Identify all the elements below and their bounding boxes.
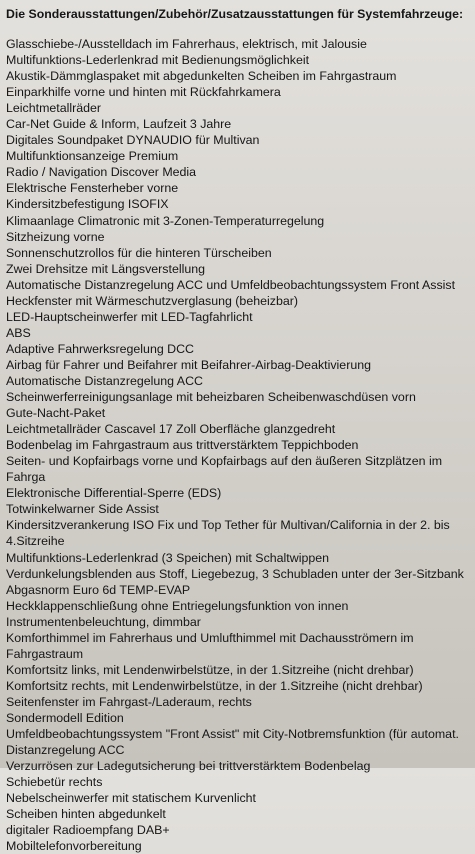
equipment-line: Kindersitzverankerung ISO Fix und Top Tether für Multivan/California in der 2. bis (6, 518, 450, 533)
equipment-line: Fahrga (6, 470, 46, 485)
equipment-line: Glasschiebe-/Ausstelldach im Fahrerhaus, elektrisch, mit Jalousie (6, 37, 367, 51)
equipment-line: Adaptive Fahrwerksregelung DCC (6, 341, 195, 356)
equipment-line: Akustik-Dämmglaspaket mit abgedunkelten Scheiben im Fahrgastraum (6, 69, 397, 84)
equipment-line: Seiten- und Kopfairbags vorne und Kopfairbags auf den äußeren Sitzplätzen im (6, 454, 443, 469)
equipment-line: Sondermodell Edition (6, 710, 124, 725)
equipment-line: Einparkhilfe vorne und hinten mit Rückfahrkamera (6, 85, 281, 100)
equipment-line: Seitenfenster im Fahrgast-/Laderaum, rechts (6, 694, 252, 709)
equipment-line: Multifunktionsanzeige Premium (6, 149, 179, 164)
equipment-line: Scheinwerferreinigungsanlage mit beheizbaren Scheibenwaschdüsen vorn (6, 390, 416, 405)
equipment-line: Verdunkelungsblenden aus Stoff, Liegebezug, 3 Schubladen unter der 3er-Sitzbank (6, 566, 464, 581)
equipment-line: Mobiltelefonvorbereitung (6, 839, 142, 854)
equipment-line: Gute-Nacht-Paket (6, 406, 106, 421)
equipment-line: Car-Net Guide & Inform, Laufzeit 3 Jahre (6, 117, 232, 132)
equipment-line: Distanzregelung ACC (6, 743, 125, 758)
equipment-line: Zwei Drehsitze mit Längsverstellung (6, 261, 206, 276)
equipment-line: Klimaanlage Climatronic mit 3-Zonen-Temperaturregelung (6, 213, 325, 228)
equipment-line: LED-Hauptscheinwerfer mit LED-Tagfahrlicht (6, 309, 253, 324)
equipment-line: Scheiben hinten abgedunkelt (6, 807, 166, 822)
equipment-line: Instrumentenbeleuchtung, dimmbar (6, 614, 201, 629)
equipment-line: Kindersitzbefestigung ISOFIX (6, 197, 169, 212)
equipment-line: Leichtmetallräder (6, 101, 102, 116)
equipment-line: ABS (6, 325, 31, 340)
equipment-line: Verzurrösen zur Ladegutsicherung bei trittverstärktem Bodenbelag (6, 759, 371, 774)
equipment-line: Schiebetür rechts (6, 775, 103, 790)
equipment-line: Totwinkelwarner Side Assist (6, 502, 159, 517)
equipment-line: Umfeldbeobachtungssystem "Front Assist" mit City-Notbremsfunktion (für automat. (6, 727, 459, 742)
equipment-list (6, 36, 469, 854)
equipment-line: Airbag für Fahrer und Beifahrer mit Beifahrer-Airbag-Deaktivierung (6, 357, 371, 372)
equipment-line: Elektronische Differential-Sperre (EDS) (6, 486, 222, 501)
equipment-line: Nebelscheinwerfer mit statischem Kurvenlicht (6, 791, 256, 806)
equipment-line: Sonnenschutzrollos für die hinteren Türscheiben (6, 245, 272, 260)
equipment-line: Multifunktions-Lederlenkrad mit Bedienungsmöglichkeit (6, 53, 310, 68)
equipment-line: Elektrische Fensterheber vorne (6, 181, 179, 196)
equipment-line: Komfortsitz rechts, mit Lendenwirbelstütze, in der 1.Sitzreihe (nicht drehbar) (6, 678, 423, 693)
document-heading: Die Sonderausstattungen/Zubehör/Zusatzausstattungen für Systemfahrzeuge: (6, 7, 464, 21)
equipment-line: Radio / Navigation Discover Media (6, 165, 197, 180)
equipment-line: Sitzheizung vorne (6, 229, 105, 244)
equipment-line: Komforthimmel im Fahrerhaus und Umlufthimmel mit Dachausströmern im (6, 630, 414, 645)
equipment-line: Digitales Soundpaket DYNAUDIO für Multivan (6, 133, 260, 148)
equipment-line: 4.Sitzreihe (6, 534, 65, 549)
equipment-line: Multifunktions-Lederlenkrad (3 Speichen) mit Schaltwippen (6, 550, 330, 565)
equipment-line: Komfortsitz links, mit Lendenwirbelstütze, in der 1.Sitzreihe (nicht drehbar) (6, 662, 414, 677)
equipment-line: Fahrgastraum (6, 646, 84, 661)
equipment-line: Automatische Distanzregelung ACC (6, 373, 203, 388)
equipment-line: Heckklappenschließung ohne Entriegelungsfunktion von innen (6, 598, 349, 613)
equipment-line: Leichtmetallräder Cascavel 17 Zoll Oberfläche glanzgedreht (6, 422, 336, 437)
equipment-line: Heckfenster mit Wärmeschutzverglasung (beheizbar) (6, 293, 298, 308)
equipment-line: digitaler Radioempfang DAB+ (6, 823, 170, 838)
equipment-line: Automatische Distanzregelung ACC und Umfeldbeobachtungssystem Front Assist (6, 277, 456, 292)
equipment-line: Abgasnorm Euro 6d TEMP-EVAP (6, 582, 191, 597)
equipment-line: Bodenbelag im Fahrgastraum aus trittverstärktem Teppichboden (6, 438, 359, 453)
